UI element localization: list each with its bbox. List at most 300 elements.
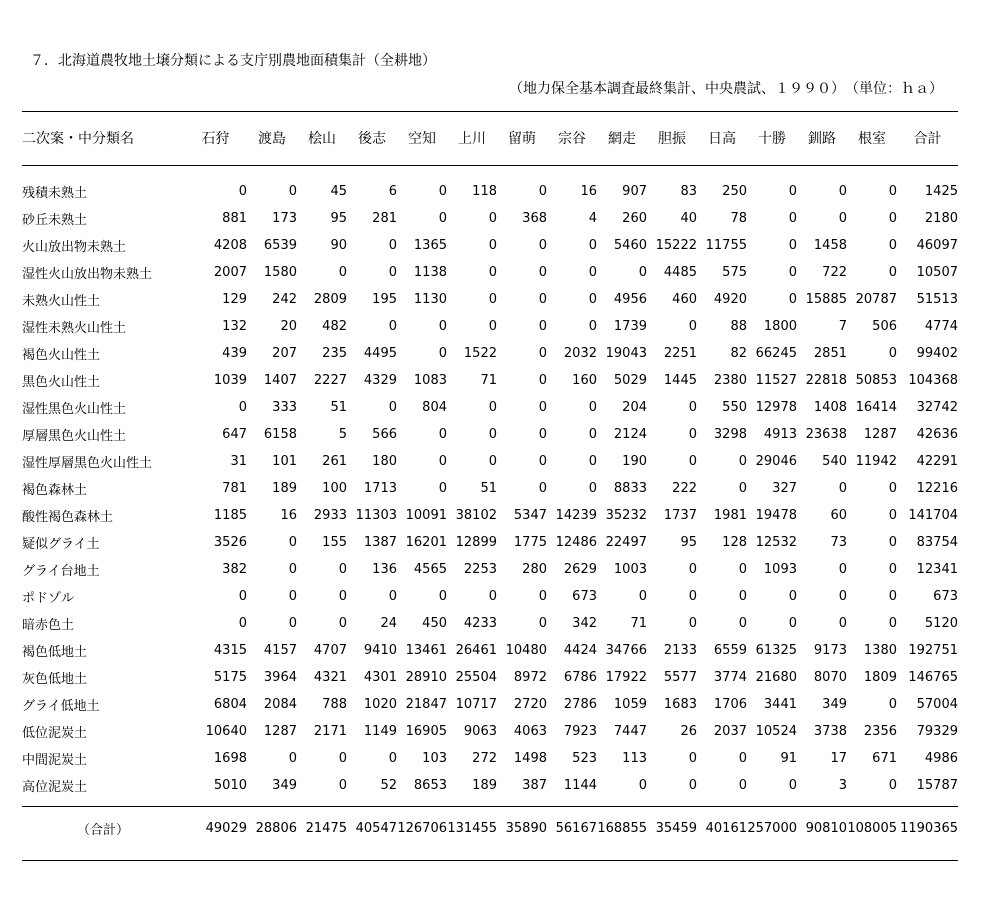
total-cell: 126706	[397, 820, 447, 836]
area-cell: 45	[330, 184, 347, 199]
area-cell: 204	[622, 400, 647, 415]
area-cell: 1287	[263, 724, 297, 739]
area-cell: 0	[488, 319, 497, 334]
area-cell: 0	[438, 319, 447, 334]
area-cell: 4495	[363, 346, 397, 361]
area-cell: 0	[538, 400, 547, 415]
table-row	[22, 421, 958, 448]
column-header: 日高	[708, 131, 736, 147]
column-header: 空知	[408, 131, 436, 147]
area-cell: 2133	[663, 643, 697, 658]
area-cell: 1380	[863, 643, 897, 658]
table-row	[22, 637, 958, 664]
total-cell: 90810	[805, 820, 847, 836]
area-cell: 0	[838, 184, 847, 199]
area-cell: 101	[272, 454, 297, 469]
area-cell: 0	[888, 238, 897, 253]
area-cell: 11755	[705, 238, 747, 253]
soil-class-name: 疑似グライ土	[22, 537, 100, 552]
area-cell: 382	[222, 562, 247, 577]
area-cell: 91	[780, 751, 797, 766]
area-cell: 0	[338, 562, 347, 577]
area-cell: 4321	[313, 670, 347, 685]
area-cell: 0	[638, 589, 647, 604]
area-cell: 2037	[713, 724, 747, 739]
area-cell: 16414	[855, 400, 897, 415]
table-row	[22, 718, 958, 745]
soil-class-name: ポドゾル	[22, 591, 75, 606]
area-cell: 261	[322, 454, 347, 469]
area-cell: 0	[688, 400, 697, 415]
table-row	[22, 286, 958, 313]
area-cell: 5	[338, 427, 347, 442]
area-cell: 141704	[908, 508, 958, 523]
area-cell: 260	[622, 211, 647, 226]
area-cell: 1407	[263, 373, 297, 388]
area-cell: 4774	[924, 319, 958, 334]
area-cell: 6158	[263, 427, 297, 442]
area-cell: 9410	[363, 643, 397, 658]
area-cell: 1149	[363, 724, 397, 739]
area-cell: 0	[238, 184, 247, 199]
column-header: 二次案・中分類名	[22, 131, 134, 147]
area-cell: 0	[388, 589, 397, 604]
area-cell: 1809	[863, 670, 897, 685]
area-cell: 2124	[613, 427, 647, 442]
area-cell: 1683	[663, 697, 697, 712]
area-cell: 4329	[363, 373, 397, 388]
area-cell: 2251	[663, 346, 697, 361]
total-cell: 49029	[205, 820, 247, 836]
area-cell: 3774	[713, 670, 747, 685]
soil-class-name: 暗赤色土	[22, 618, 75, 633]
area-cell: 0	[388, 319, 397, 334]
spacer-row	[22, 152, 958, 178]
area-cell: 0	[438, 481, 447, 496]
area-cell: 40	[680, 211, 697, 226]
area-cell: 0	[538, 373, 547, 388]
area-cell: 0	[888, 697, 897, 712]
area-cell: 113	[622, 751, 647, 766]
area-cell: 16905	[405, 724, 447, 739]
area-cell: 2253	[463, 562, 497, 577]
soil-class-name: 高位泥炭土	[22, 780, 88, 795]
area-cell: 11303	[355, 508, 397, 523]
area-cell: 0	[438, 184, 447, 199]
area-cell: 83	[680, 184, 697, 199]
area-cell: 155	[322, 535, 347, 550]
area-cell: 2786	[563, 697, 597, 712]
area-cell: 0	[338, 265, 347, 280]
table-row	[22, 367, 958, 394]
area-cell: 1580	[263, 265, 297, 280]
area-cell: 5029	[613, 373, 647, 388]
area-cell: 0	[338, 589, 347, 604]
area-cell: 0	[888, 184, 897, 199]
area-cell: 207	[272, 346, 297, 361]
column-header: 上川	[458, 131, 486, 147]
area-cell: 0	[788, 589, 797, 604]
area-cell: 34766	[605, 643, 647, 658]
area-cell: 804	[422, 400, 447, 415]
area-cell: 0	[588, 238, 597, 253]
area-cell: 128	[722, 535, 747, 550]
area-cell: 132	[222, 319, 247, 334]
area-cell: 88	[730, 319, 747, 334]
area-cell: 272	[472, 751, 497, 766]
total-cell: 56167	[555, 820, 597, 836]
area-cell: 6539	[263, 238, 297, 253]
area-cell: 0	[888, 778, 897, 793]
bottom-rule	[22, 860, 958, 861]
area-cell: 506	[872, 319, 897, 334]
area-cell: 13461	[405, 643, 447, 658]
area-cell: 368	[522, 211, 547, 226]
soil-class-name: 褐色低地土	[22, 645, 88, 660]
area-cell: 0	[338, 751, 347, 766]
soil-class-name: 低位泥炭土	[22, 726, 88, 741]
area-cell: 100	[322, 481, 347, 496]
total-cell: 131455	[447, 820, 497, 836]
total-row	[22, 815, 958, 841]
area-cell: 0	[788, 292, 797, 307]
area-cell: 4233	[463, 616, 497, 631]
area-cell: 29046	[755, 454, 797, 469]
area-cell: 1713	[363, 481, 397, 496]
column-header: 宗谷	[558, 131, 586, 147]
area-cell: 38102	[455, 508, 497, 523]
table-row	[22, 502, 958, 529]
area-cell: 0	[688, 562, 697, 577]
table-row	[22, 664, 958, 691]
area-cell: 566	[372, 427, 397, 442]
area-cell: 42291	[916, 454, 958, 469]
area-cell: 5120	[924, 616, 958, 631]
area-cell: 1408	[813, 400, 847, 415]
area-cell: 550	[722, 400, 747, 415]
area-cell: 35232	[605, 508, 647, 523]
source-and-unit: （地力保全基本調査最終集計、中央農試、１９９０） （単位：ｈａ）	[509, 81, 943, 97]
area-cell: 0	[888, 211, 897, 226]
area-cell: 242	[272, 292, 297, 307]
area-cell: 2084	[263, 697, 297, 712]
area-cell: 349	[822, 697, 847, 712]
area-cell: 2380	[713, 373, 747, 388]
area-cell: 51513	[916, 292, 958, 307]
area-cell: 12978	[755, 400, 797, 415]
total-label: （合計）	[76, 822, 129, 838]
area-cell: 7923	[563, 724, 597, 739]
soil-class-name: グライ低地土	[22, 699, 100, 714]
area-cell: 781	[222, 481, 247, 496]
area-cell: 0	[338, 616, 347, 631]
table-row	[22, 448, 958, 475]
area-cell: 25504	[455, 670, 497, 685]
area-cell: 10091	[405, 508, 447, 523]
area-cell: 28910	[405, 670, 447, 685]
area-cell: 2629	[563, 562, 597, 577]
area-cell: 4424	[563, 643, 597, 658]
area-cell: 146765	[908, 670, 958, 685]
area-cell: 1185	[213, 508, 247, 523]
area-cell: 50853	[855, 373, 897, 388]
soil-class-name: 黒色火山性土	[22, 375, 101, 390]
area-cell: 0	[888, 562, 897, 577]
total-cell: 28806	[255, 820, 297, 836]
area-cell: 12486	[555, 535, 597, 550]
area-cell: 1130	[413, 292, 447, 307]
area-cell: 0	[538, 427, 547, 442]
area-cell: 104368	[908, 373, 958, 388]
area-cell: 1138	[413, 265, 447, 280]
area-cell: 1287	[863, 427, 897, 442]
area-cell: 2171	[313, 724, 347, 739]
area-cell: 0	[688, 427, 697, 442]
area-cell: 0	[238, 616, 247, 631]
area-cell: 189	[472, 778, 497, 793]
column-header: 十勝	[758, 131, 786, 147]
area-cell: 11527	[755, 373, 797, 388]
area-cell: 10717	[455, 697, 497, 712]
total-cell: 257000	[747, 820, 797, 836]
area-cell: 673	[572, 589, 597, 604]
area-cell: 3526	[213, 535, 247, 550]
area-cell: 180	[372, 454, 397, 469]
table-row	[22, 340, 958, 367]
area-cell: 0	[888, 616, 897, 631]
area-cell: 0	[388, 238, 397, 253]
area-cell: 0	[888, 346, 897, 361]
area-cell: 31	[230, 454, 247, 469]
column-header: 合計	[913, 131, 942, 147]
area-cell: 0	[638, 778, 647, 793]
area-cell: 281	[372, 211, 397, 226]
area-cell: 26	[680, 724, 697, 739]
column-header: 網走	[608, 131, 636, 147]
area-cell: 0	[738, 751, 747, 766]
column-header: 後志	[358, 131, 386, 147]
area-cell: 0	[488, 454, 497, 469]
area-cell: 24	[380, 616, 397, 631]
area-cell: 12216	[916, 481, 958, 496]
area-cell: 0	[838, 589, 847, 604]
area-cell: 2007	[213, 265, 247, 280]
total-cell: 40547	[355, 820, 397, 836]
area-cell: 19043	[605, 346, 647, 361]
area-cell: 0	[288, 751, 297, 766]
area-cell: 5460	[613, 238, 647, 253]
area-cell: 3298	[713, 427, 747, 442]
area-cell: 4	[588, 211, 597, 226]
area-cell: 4157	[263, 643, 297, 658]
area-cell: 12899	[455, 535, 497, 550]
area-cell: 6559	[713, 643, 747, 658]
area-cell: 0	[538, 292, 547, 307]
area-cell: 0	[888, 535, 897, 550]
area-cell: 1387	[363, 535, 397, 550]
area-cell: 1003	[613, 562, 647, 577]
area-cell: 671	[872, 751, 897, 766]
area-cell: 2809	[313, 292, 347, 307]
area-cell: 1498	[513, 751, 547, 766]
area-cell: 8833	[613, 481, 647, 496]
area-cell: 12532	[755, 535, 797, 550]
area-cell: 71	[630, 616, 647, 631]
area-cell: 250	[722, 184, 747, 199]
area-cell: 523	[572, 751, 597, 766]
table-row	[22, 259, 958, 286]
area-cell: 0	[588, 319, 597, 334]
table-row	[22, 556, 958, 583]
area-cell: 0	[488, 427, 497, 442]
area-cell: 0	[838, 481, 847, 496]
area-cell: 46097	[916, 238, 958, 253]
area-cell: 160	[572, 373, 597, 388]
spacer-row	[22, 799, 958, 815]
area-cell: 66245	[755, 346, 797, 361]
area-cell: 1706	[713, 697, 747, 712]
area-cell: 0	[738, 454, 747, 469]
total-cell: 35890	[505, 820, 547, 836]
area-cell: 0	[588, 265, 597, 280]
soil-class-name: 酸性褐色森林土	[22, 510, 114, 525]
area-cell: 0	[288, 562, 297, 577]
area-cell: 52	[380, 778, 397, 793]
area-cell: 10640	[205, 724, 247, 739]
area-cell: 1445	[663, 373, 697, 388]
area-cell: 2720	[513, 697, 547, 712]
soil-class-name: 未熟火山性土	[22, 294, 101, 309]
area-cell: 95	[330, 211, 347, 226]
area-cell: 0	[288, 616, 297, 631]
area-cell: 4956	[613, 292, 647, 307]
area-cell: 0	[238, 589, 247, 604]
area-cell: 342	[572, 616, 597, 631]
area-cell: 95	[680, 535, 697, 550]
document-title: ７．北海道農牧地土壌分類による支庁別農地面積集計（全耕地）	[30, 53, 436, 69]
area-cell: 1144	[563, 778, 597, 793]
area-cell: 118	[472, 184, 497, 199]
area-cell: 0	[788, 238, 797, 253]
area-cell: 0	[738, 481, 747, 496]
area-cell: 327	[772, 481, 797, 496]
area-cell: 8972	[513, 670, 547, 685]
area-cell: 0	[538, 265, 547, 280]
total-cell: 108005	[847, 820, 897, 836]
area-cell: 0	[688, 616, 697, 631]
area-cell: 5175	[213, 670, 247, 685]
area-cell: 0	[438, 211, 447, 226]
area-cell: 235	[322, 346, 347, 361]
table-row	[22, 529, 958, 556]
area-cell: 8070	[813, 670, 847, 685]
column-header: 桧山	[308, 131, 336, 147]
top-rule	[22, 111, 958, 112]
area-cell: 0	[538, 616, 547, 631]
area-cell: 333	[272, 400, 297, 415]
area-cell: 10480	[505, 643, 547, 658]
area-cell: 1365	[413, 238, 447, 253]
area-cell: 20787	[855, 292, 897, 307]
area-cell: 1739	[613, 319, 647, 334]
area-cell: 22818	[805, 373, 847, 388]
area-cell: 0	[738, 778, 747, 793]
table-row	[22, 772, 958, 799]
area-cell: 0	[588, 427, 597, 442]
area-cell: 1981	[713, 508, 747, 523]
soil-class-name: 厚層黒色火山性土	[22, 429, 127, 444]
area-cell: 16	[580, 184, 597, 199]
area-cell: 349	[272, 778, 297, 793]
area-cell: 5010	[213, 778, 247, 793]
area-cell: 0	[788, 184, 797, 199]
area-cell: 129	[222, 292, 247, 307]
area-cell: 2032	[563, 346, 597, 361]
area-cell: 6804	[213, 697, 247, 712]
area-cell: 0	[538, 346, 547, 361]
area-cell: 90	[330, 238, 347, 253]
area-cell: 722	[822, 265, 847, 280]
area-cell: 0	[388, 751, 397, 766]
area-cell: 1039	[213, 373, 247, 388]
area-cell: 280	[522, 562, 547, 577]
area-cell: 3441	[763, 697, 797, 712]
soil-class-name: 褐色森林土	[22, 483, 88, 498]
area-cell: 195	[372, 292, 397, 307]
soil-class-name: 中間泥炭土	[22, 753, 88, 768]
area-cell: 0	[288, 535, 297, 550]
area-cell: 15787	[916, 778, 958, 793]
area-cell: 647	[222, 427, 247, 442]
area-cell: 0	[888, 481, 897, 496]
area-cell: 0	[738, 616, 747, 631]
area-cell: 83754	[916, 535, 958, 550]
area-cell: 189	[272, 481, 297, 496]
column-header: 石狩	[201, 131, 230, 147]
area-cell: 0	[888, 589, 897, 604]
table-row	[22, 691, 958, 718]
area-cell: 12341	[916, 562, 958, 577]
area-cell: 0	[788, 265, 797, 280]
area-cell: 10507	[916, 265, 958, 280]
area-cell: 3	[838, 778, 847, 793]
area-cell: 99402	[916, 346, 958, 361]
area-cell: 4986	[924, 751, 958, 766]
soil-class-name: 残積未熟土	[22, 186, 88, 201]
area-cell: 21847	[405, 697, 447, 712]
soil-class-name: 火山放出物未熟土	[22, 240, 127, 255]
area-cell: 6	[388, 184, 397, 199]
area-cell: 42636	[916, 427, 958, 442]
area-cell: 61325	[755, 643, 797, 658]
area-cell: 4301	[363, 670, 397, 685]
column-header: 根室	[858, 131, 886, 147]
area-cell: 173	[272, 211, 297, 226]
area-cell: 8653	[413, 778, 447, 793]
area-cell: 0	[688, 751, 697, 766]
table-row	[22, 745, 958, 772]
soil-class-name: 湿性未熟火山性土	[22, 321, 127, 336]
area-cell: 1425	[924, 184, 958, 199]
area-cell: 0	[488, 400, 497, 415]
area-cell: 21680	[755, 670, 797, 685]
area-cell: 4208	[213, 238, 247, 253]
area-cell: 4920	[713, 292, 747, 307]
area-cell: 51	[330, 400, 347, 415]
area-cell: 0	[688, 589, 697, 604]
area-cell: 32742	[916, 400, 958, 415]
table-row	[22, 583, 958, 610]
